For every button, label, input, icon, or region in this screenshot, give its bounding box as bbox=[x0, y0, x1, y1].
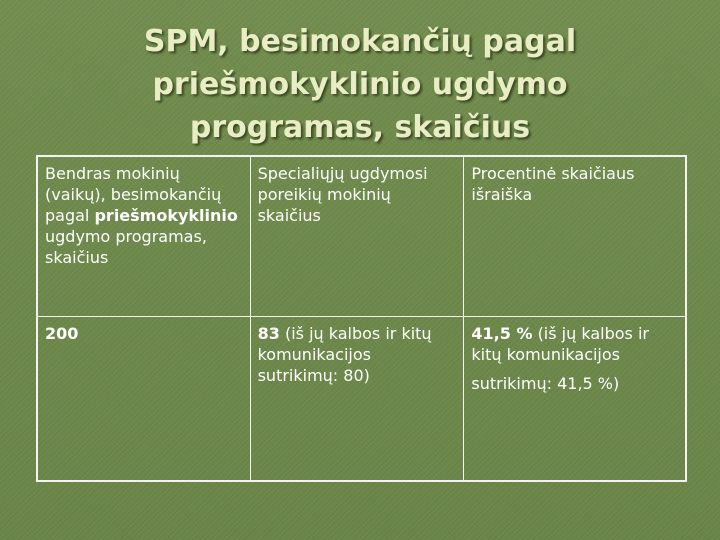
percent-value: 41,5 % bbox=[471, 323, 533, 343]
percent-note-2: sutrikimų: 41,5 %) bbox=[471, 373, 620, 393]
header-cell-spn bbox=[250, 156, 464, 316]
table-row bbox=[37, 316, 686, 481]
header-cell-total bbox=[37, 156, 250, 316]
header-percent-text: Procentinė skaičiaus išraiška bbox=[471, 164, 635, 204]
data-table bbox=[36, 155, 687, 482]
title-line-1: SPM, besimokančių pagal bbox=[143, 24, 577, 59]
slide-title bbox=[60, 20, 660, 149]
cell-percent-value bbox=[464, 316, 686, 481]
table-header-row bbox=[37, 156, 686, 316]
header-spn-text: Specialiųjų ugdymosi poreikių mokinių skaičius bbox=[257, 164, 428, 225]
header-total-text: Bendras mokinių (vaikų), besimokančių pagal bbox=[45, 164, 222, 225]
cell-total-value bbox=[37, 316, 250, 481]
header-total-text-2: ugdymo programas, skaičius bbox=[45, 227, 207, 267]
total-value: 200 bbox=[45, 323, 79, 343]
percent-note: (iš jų kalbos ir kitų komunikacijos bbox=[471, 323, 649, 364]
title-line-3: programas, skaičius bbox=[189, 110, 531, 145]
title-line-2: priešmokyklinio ugdymo bbox=[152, 67, 568, 102]
cell-spn-value bbox=[250, 316, 464, 481]
spn-value: 83 bbox=[257, 323, 280, 343]
header-total-bold: priešmokyklinio bbox=[94, 206, 238, 225]
spn-note: (iš jų kalbos ir kitų komunikacijos sutrikimų: 80) bbox=[257, 323, 432, 385]
header-cell-percent bbox=[464, 156, 686, 316]
